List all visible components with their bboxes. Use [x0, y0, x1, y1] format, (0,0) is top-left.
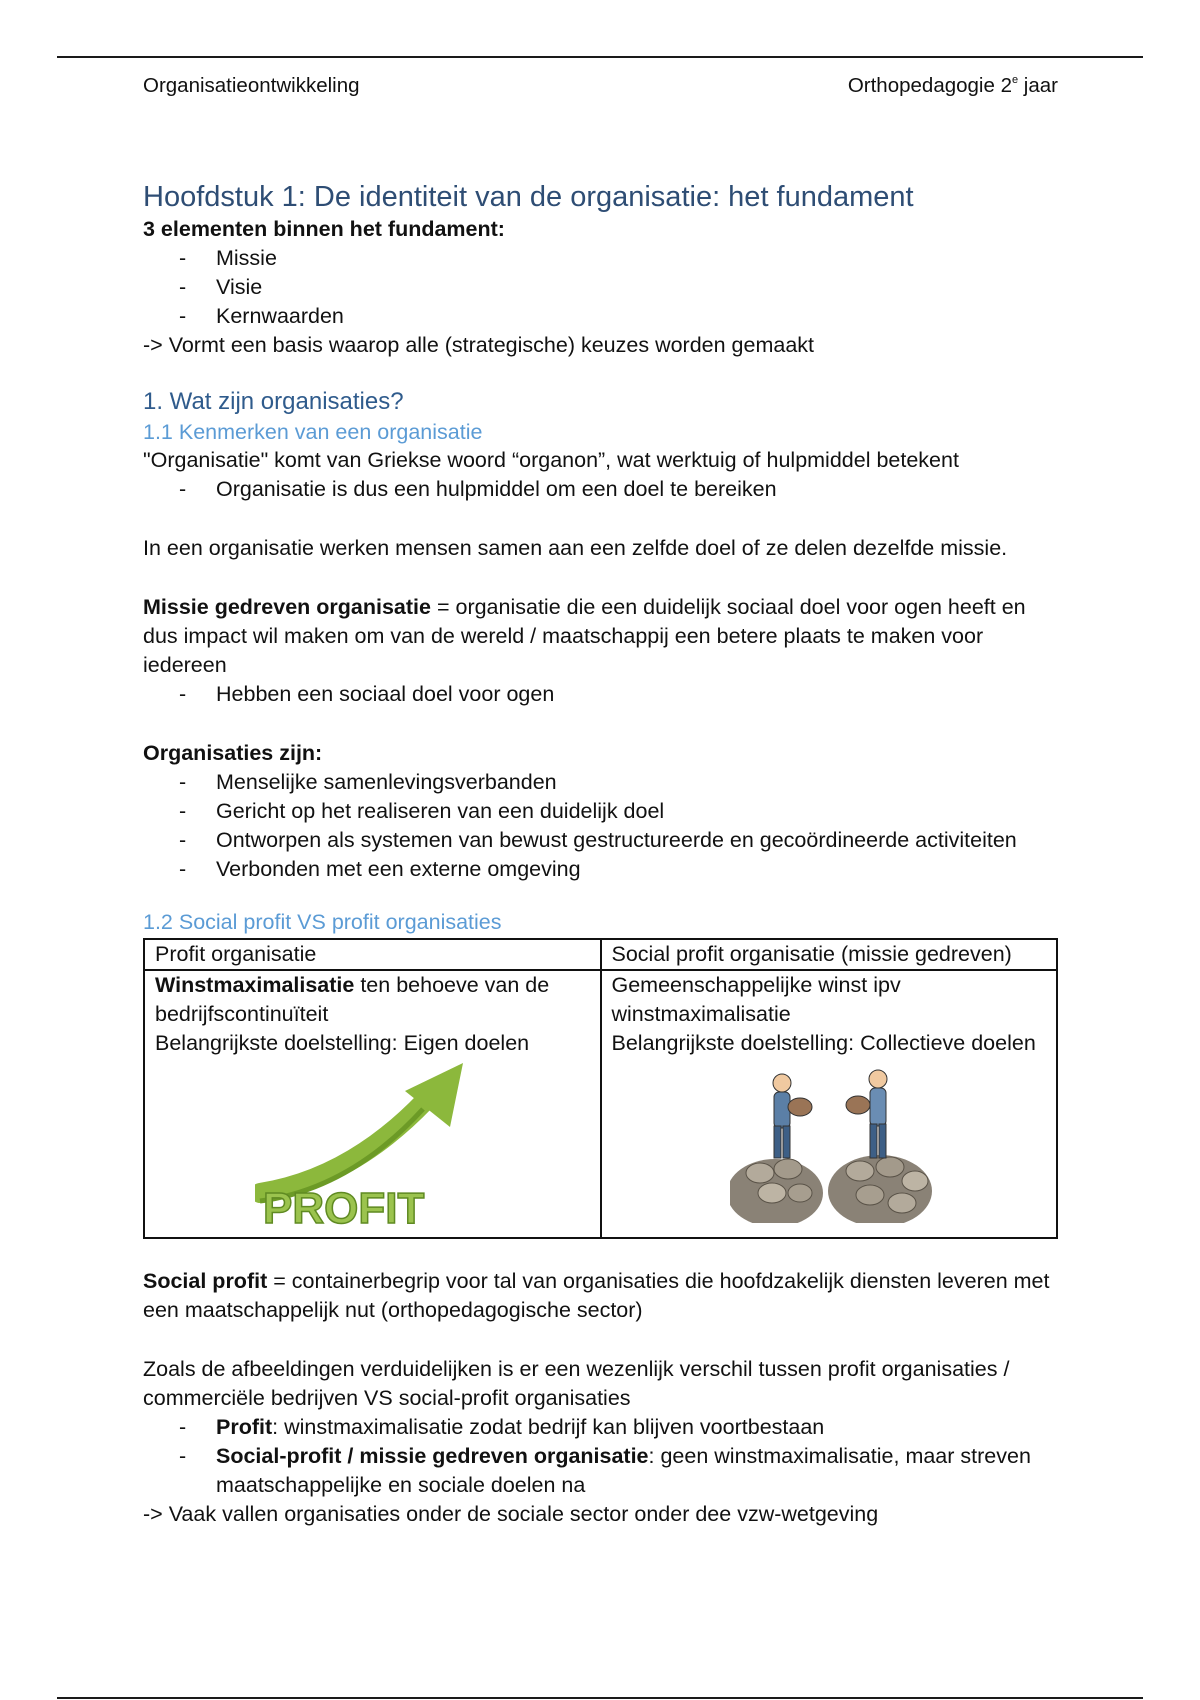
- table-header-profit: Profit organisatie: [144, 939, 601, 970]
- list-item: - Organisatie is dus een hulpmiddel om een doel te bereiken: [216, 475, 1058, 504]
- list-item: - Gericht op het realiseren van een duidelijk doel: [216, 797, 1058, 826]
- etymology-text: "Organisatie" komt van Griekse woord “organon”, wat werktuig of hulpmiddel betekent: [143, 448, 959, 472]
- profit-image-label: PROFIT: [263, 1184, 425, 1231]
- list-item: - Ontworpen als systemen van bewust gestructureerde en gecoördineerde activiteiten: [216, 826, 1058, 855]
- chapter-title: Hoofdstuk 1: De identiteit van de organisatie: het fundament: [143, 181, 914, 213]
- profit-comparison-list: [143, 1413, 1058, 1500]
- profit-arrow-illustration: [255, 1061, 465, 1231]
- list-item: - Hebben een sociaal doel voor ogen: [216, 680, 1058, 709]
- profit-cell: Winstmaximalisatie ten behoeve van de bedrijfscontinuïteit Belangrijkste doelstelling: Eigen doelen PROFIT: [144, 970, 601, 1238]
- section-1-2-title: 1.2 Social profit VS profit organisaties: [143, 910, 502, 934]
- fundament-conclusion: -> Vormt een basis waarop alle (strategische) keuzes worden gemaakt: [143, 333, 815, 357]
- header-program: Orthopedagogie 2e jaar: [847, 74, 1058, 97]
- footer-rule: [57, 1697, 1143, 1699]
- vzw-conclusion: -> Vaak vallen organisaties onder de sociale sector onder dee vzw-wetgeving: [143, 1502, 879, 1526]
- comparison-table: [143, 938, 1058, 1239]
- fundament-elements-list: [143, 244, 1058, 331]
- bridge-builders-illustration: [730, 1063, 940, 1223]
- list-item: - Kernwaarden: [216, 302, 1058, 331]
- header-course-title: Organisatieontwikkeling: [143, 74, 360, 97]
- table-header-social-profit: Social profit organisatie (missie gedreven): [601, 939, 1058, 970]
- header-rule: [57, 56, 1143, 58]
- page-header: [143, 68, 1058, 104]
- together-text: In een organisatie werken mensen samen aan een zelfde doel of ze delen dezelfde missie.: [143, 536, 1008, 560]
- list-item: - Menselijke samenlevingsverbanden: [216, 768, 1058, 797]
- section-1-1-title: 1.1 Kenmerken van een organisatie: [143, 420, 483, 444]
- list-item: - Missie: [216, 244, 1058, 273]
- mission-list: [143, 680, 1058, 709]
- mission-definition: Missie gedreven organisatie = organisatie die een duidelijk sociaal doel voor ogen heeft en dus impact wil maken om van de wereld / maatschappij een betere plaats te maken voor iedereen: [143, 595, 1026, 677]
- table-row: [144, 970, 1057, 1238]
- organisations-are-heading: Organisaties zijn:: [143, 741, 323, 765]
- social-profit-definition: Social profit = containerbegrip voor tal van organisaties die hoofdzakelijk diensten leveren met een maatschappelijk nut (orthopedagogische sector): [143, 1269, 1050, 1322]
- list-item: - Profit: winstmaximalisatie zodat bedrijf kan blijven voortbestaan: [216, 1413, 1058, 1442]
- images-explanation: Zoals de afbeeldingen verduidelijken is er een wezenlijk verschil tussen profit organisaties / commerciële bedrijven VS social-profit organisaties: [143, 1357, 1010, 1410]
- table-header-row: [144, 939, 1057, 970]
- section-1-title: 1. Wat zijn organisaties?: [143, 388, 404, 415]
- etymology-list: [143, 475, 1058, 504]
- fundament-intro: 3 elementen binnen het fundament:: [143, 217, 505, 241]
- document-page: [143, 68, 1058, 1529]
- social-profit-cell: Gemeenschappelijke winst ipv winstmaximalisatie Belangrijkste doelstelling: Collectieve doelen: [601, 970, 1058, 1238]
- organisations-are-list: [143, 768, 1058, 884]
- list-item: - Verbonden met een externe omgeving: [216, 855, 1058, 884]
- list-item: - Social-profit / missie gedreven organisatie: geen winstmaximalisatie, maar streven maatschappelijke en sociale doelen na: [216, 1442, 1058, 1500]
- list-item: - Visie: [216, 273, 1058, 302]
